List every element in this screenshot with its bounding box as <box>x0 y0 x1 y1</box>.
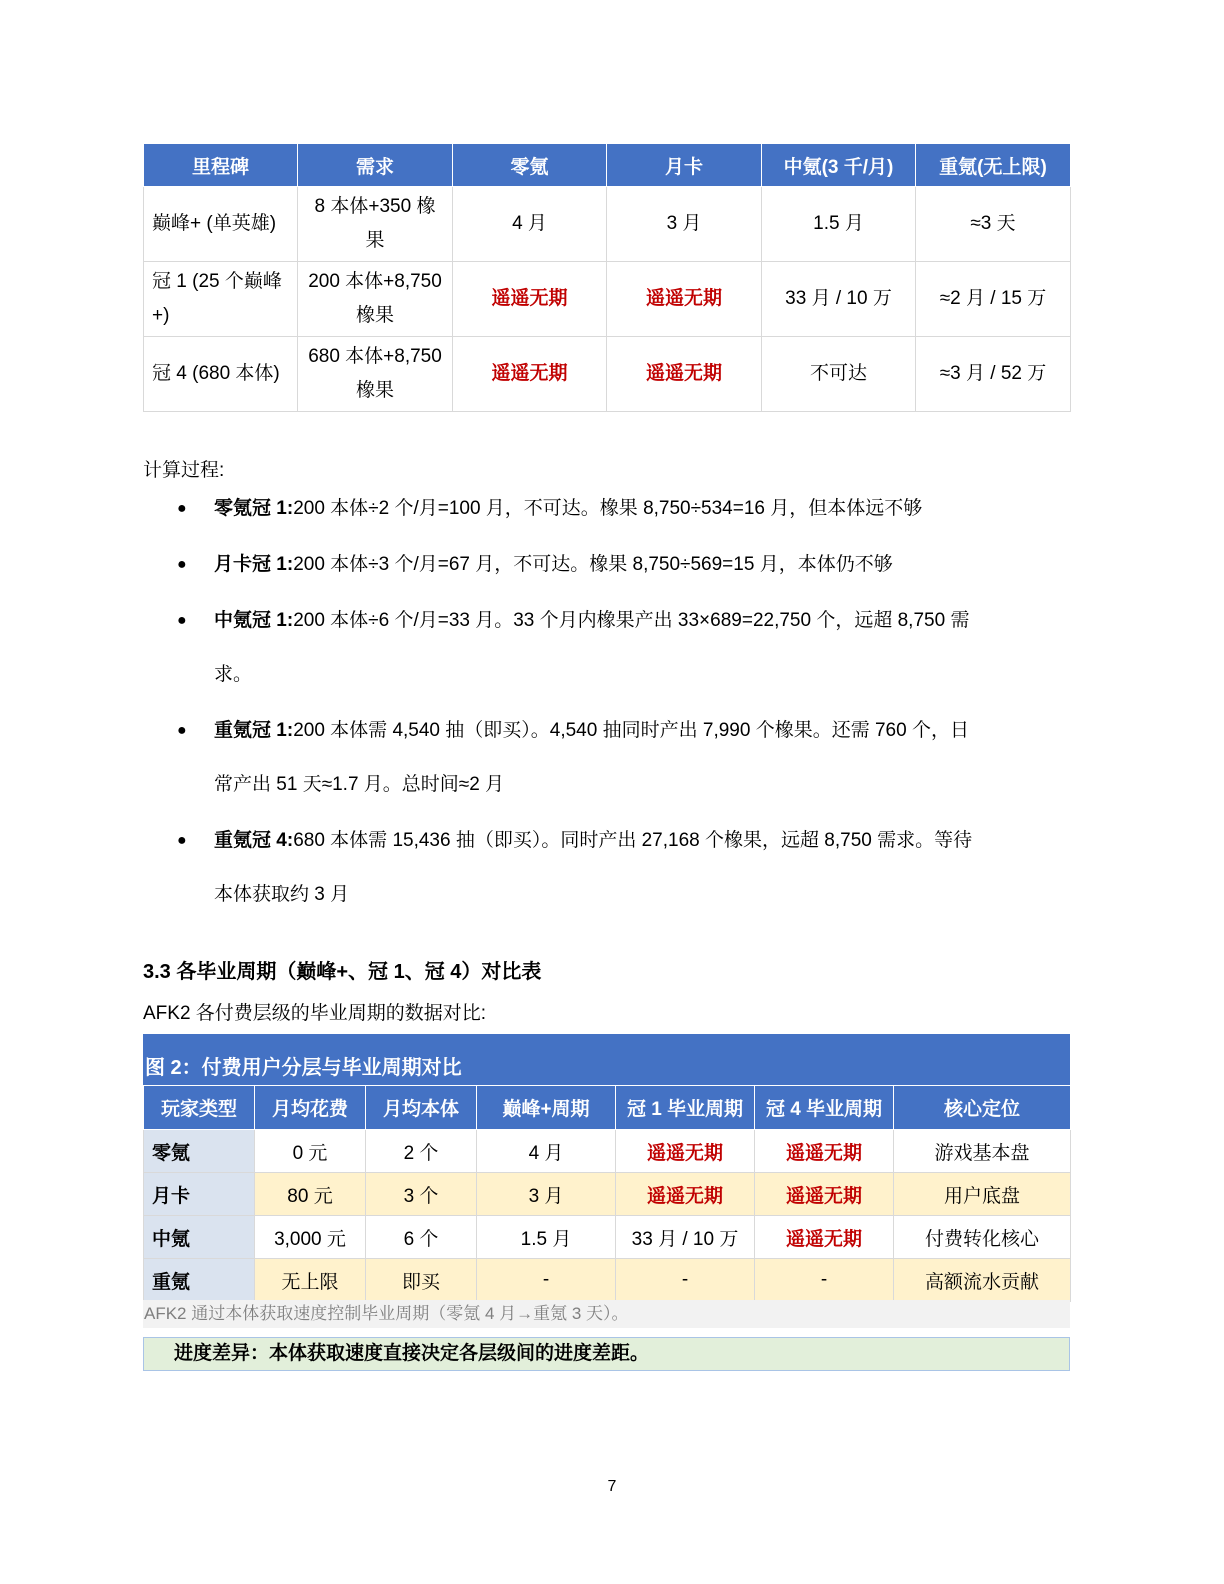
user-tier-table <box>143 1085 1071 1302</box>
table-row <box>144 337 1071 412</box>
table-cell: 游戏基本盘 <box>894 1130 1071 1173</box>
table-cell: 冠 1 (25 个巅峰+) <box>144 262 298 337</box>
table-cell: 33 月 / 10 万 <box>762 262 916 337</box>
table-note: AFK2 通过本体获取速度控制毕业周期（零氪 4 月→重氪 3 天）。 <box>143 1300 1070 1328</box>
item-text: 680 本体需 15,436 抽（即买）。同时产出 27,168 个橡果，远超 8,750 需求。等待 <box>293 830 973 851</box>
header-cell: 里程碑 <box>144 144 298 187</box>
bullet-icon: ● <box>177 612 187 629</box>
section-heading: 3.3 各毕业周期（巅峰+、冠 1、冠 4）对比表 <box>143 961 542 983</box>
bullet-icon: ● <box>177 556 187 573</box>
table-cell: 33 月 / 10 万 <box>616 1216 755 1259</box>
header-cell: 重氪(无上限) <box>916 144 1071 187</box>
header-cell: 冠 1 毕业周期 <box>616 1086 755 1130</box>
table-cell: - <box>616 1259 755 1302</box>
table-cell: ≈3 天 <box>916 187 1071 262</box>
table-cell: ≈2 月 / 15 万 <box>916 262 1071 337</box>
item-text: 200 本体÷2 个/月=100 月，不可达。橡果 8,750÷534=16 月，但本体远不够 <box>293 498 923 519</box>
table-cell: 4 月 <box>477 1130 616 1173</box>
table-row <box>144 1173 1071 1216</box>
item-text: 求。 <box>214 664 253 685</box>
header-cell: 月均花费 <box>255 1086 366 1130</box>
table-cell: 不可达 <box>762 337 916 412</box>
table-cell: 冠 4 (680 本体) <box>144 337 298 412</box>
header-cell: 需求 <box>298 144 453 187</box>
table-row <box>144 187 1071 262</box>
table-cell: 200 本体+8,750 橡果 <box>298 262 453 337</box>
table-cell: 无上限 <box>255 1259 366 1302</box>
header-cell: 中氪(3 千/月) <box>762 144 916 187</box>
table-cell: 遥遥无期 <box>607 337 762 412</box>
table-cell: 遥遥无期 <box>453 262 607 337</box>
item-label: 重氪冠 1: <box>214 720 294 741</box>
item-label: 月卡冠 1: <box>214 554 294 575</box>
item-label: 零氪冠 1: <box>214 498 294 519</box>
table-cell: 80 元 <box>255 1173 366 1216</box>
header-cell: 核心定位 <box>894 1086 1071 1130</box>
table-cell: - <box>755 1259 894 1302</box>
table-cell: 1.5 月 <box>477 1216 616 1259</box>
table-cell: 用户底盘 <box>894 1173 1071 1216</box>
table-cell: 3 个 <box>366 1173 477 1216</box>
callout-box: 进度差异：本体获取速度直接决定各层级间的进度差距。 <box>143 1337 1070 1371</box>
header-cell: 玩家类型 <box>144 1086 255 1130</box>
item-label: 重氪冠 4: <box>214 830 294 851</box>
table-cell: 付费转化核心 <box>894 1216 1071 1259</box>
header-cell: 巅峰+周期 <box>477 1086 616 1130</box>
header-cell: 零氪 <box>453 144 607 187</box>
table-row <box>144 1259 1071 1302</box>
table-cell: 即买 <box>366 1259 477 1302</box>
table-cell: 4 月 <box>453 187 607 262</box>
section-description: AFK2 各付费层级的毕业周期的数据对比: <box>143 1003 487 1024</box>
table-cell: 3 月 <box>607 187 762 262</box>
table-cell: 中氪 <box>144 1216 255 1259</box>
header-cell: 月卡 <box>607 144 762 187</box>
table-cell: - <box>477 1259 616 1302</box>
milestone-table <box>143 143 1071 412</box>
table-cell: 重氪 <box>144 1259 255 1302</box>
table-cell: 遥遥无期 <box>607 262 762 337</box>
table-cell: 3 月 <box>477 1173 616 1216</box>
table-cell: 3,000 元 <box>255 1216 366 1259</box>
item-text: 本体获取约 3 月 <box>214 884 350 905</box>
table-cell: 遥遥无期 <box>616 1173 755 1216</box>
bullet-icon: ● <box>177 500 187 517</box>
item-label: 中氪冠 1: <box>214 610 294 631</box>
item-text: 200 本体÷3 个/月=67 月，不可达。橡果 8,750÷569=15 月，本体仍不够 <box>293 554 893 575</box>
header-cell: 月均本体 <box>366 1086 477 1130</box>
bullet-icon: ● <box>177 722 187 739</box>
table-cell: 遥遥无期 <box>755 1130 894 1173</box>
table-cell: 遥遥无期 <box>755 1173 894 1216</box>
table-row <box>144 1216 1071 1259</box>
table-cell: 2 个 <box>366 1130 477 1173</box>
table-caption: 图 2：付费用户分层与毕业周期对比 <box>143 1034 1070 1085</box>
table-cell: ≈3 月 / 52 万 <box>916 337 1071 412</box>
item-text: 200 本体需 4,540 抽（即买）。4,540 抽同时产出 7,990 个橡果。还需 760 个，日 <box>293 720 969 741</box>
table-cell: 月卡 <box>144 1173 255 1216</box>
header-cell: 冠 4 毕业周期 <box>755 1086 894 1130</box>
table-cell: 遥遥无期 <box>755 1216 894 1259</box>
table-header-row <box>144 1086 1071 1130</box>
table-cell: 680 本体+8,750 橡果 <box>298 337 453 412</box>
table-cell: 8 本体+350 橡果 <box>298 187 453 262</box>
table-cell: 高额流水贡献 <box>894 1259 1071 1302</box>
table-cell: 6 个 <box>366 1216 477 1259</box>
item-text: 常产出 51 天≈1.7 月。总时间≈2 月 <box>214 774 505 795</box>
page-number: 7 <box>607 1478 617 1495</box>
item-text: 200 本体÷6 个/月=33 月。33 个月内橡果产出 33×689=22,750 个，远超 8,750 需 <box>293 610 970 631</box>
table-cell: 0 元 <box>255 1130 366 1173</box>
table-header-row <box>144 144 1071 187</box>
table-cell: 巅峰+ (单英雄) <box>144 187 298 262</box>
calc-title: 计算过程: <box>143 460 225 481</box>
table-cell: 1.5 月 <box>762 187 916 262</box>
table-cell: 遥遥无期 <box>616 1130 755 1173</box>
table-cell: 遥遥无期 <box>453 337 607 412</box>
table-cell: 零氪 <box>144 1130 255 1173</box>
table-row <box>144 262 1071 337</box>
bullet-icon: ● <box>177 832 187 849</box>
table-row <box>144 1130 1071 1173</box>
